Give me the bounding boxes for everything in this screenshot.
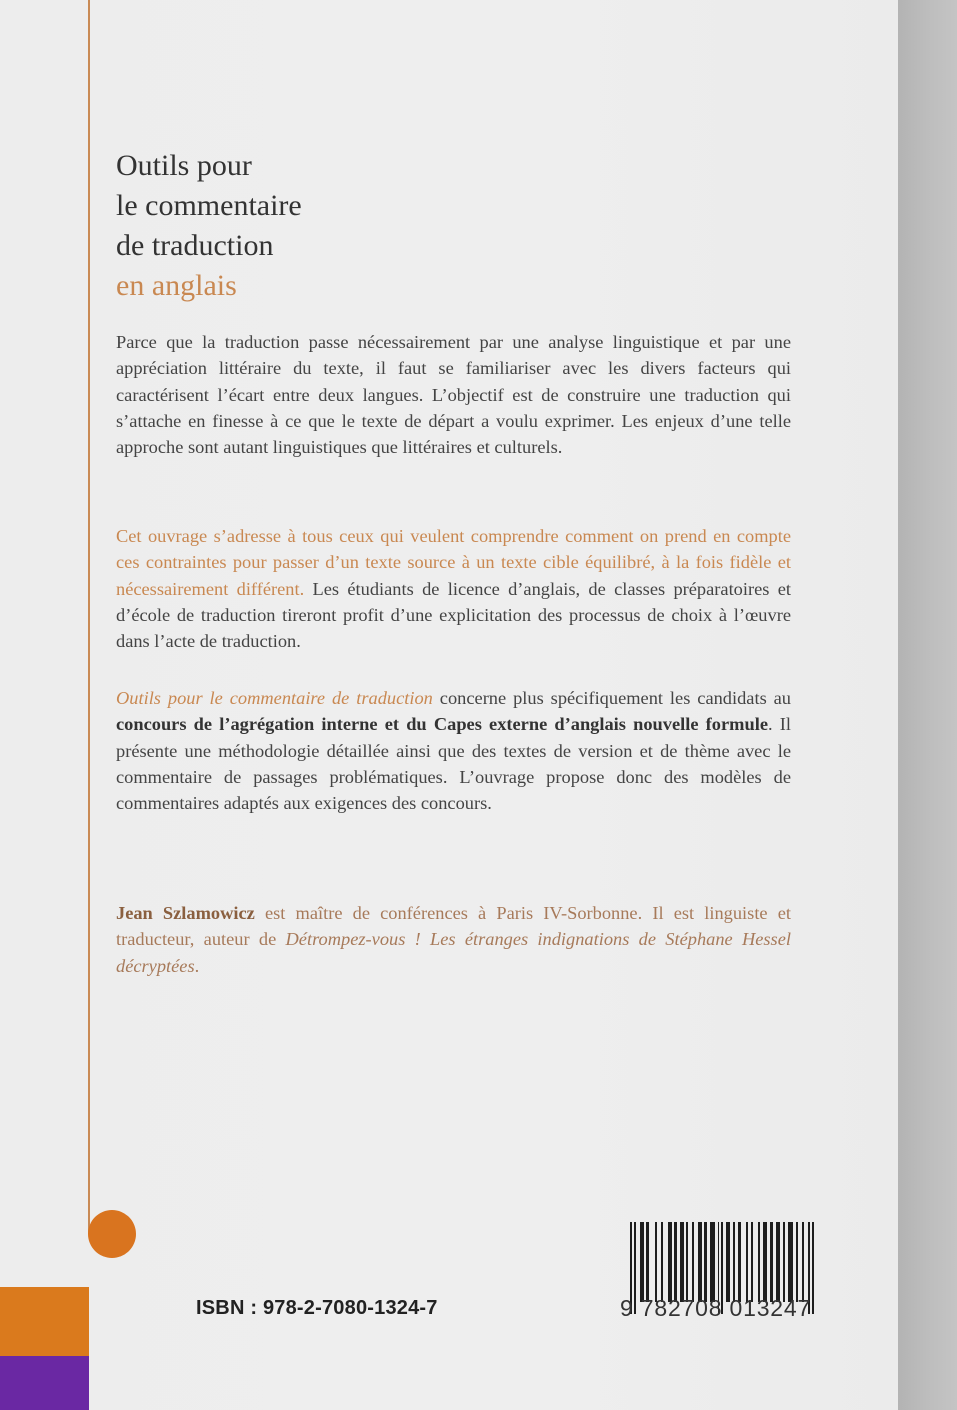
barcode-bar (704, 1222, 707, 1302)
barcode-bar (674, 1222, 677, 1302)
barcode-bar (788, 1222, 793, 1302)
paragraph-exams (116, 685, 791, 816)
title-line-3: de traduction (116, 229, 274, 262)
emphasized-exam-text: concours de l’agrégation interne et du Capes externe d’anglais nouvelle formule (116, 714, 768, 735)
paragraph-audience (116, 523, 791, 654)
decorative-orange-circle (88, 1210, 136, 1258)
barcode-bar (692, 1222, 694, 1302)
barcode-bar (733, 1222, 735, 1302)
author-bio-text: est maître de conférences à Paris IV-Sorbonne. Il est linguiste et traducteur, auteur de (116, 903, 791, 950)
barcode-bar (758, 1222, 760, 1302)
title-line-2: le commentaire (116, 189, 302, 222)
barcode-bar (668, 1222, 672, 1302)
decorative-vertical-line (88, 0, 90, 1234)
isbn-label: ISBN : 978-2-7080-1324-7 (196, 1297, 438, 1319)
barcode-bar (710, 1222, 715, 1302)
barcode-bar (783, 1222, 785, 1302)
barcode-bar (646, 1222, 649, 1302)
barcode-bar (655, 1222, 657, 1302)
barcode-bar (698, 1222, 702, 1302)
author-book-title: Détrompez-vous ! Les étranges indignations de Stéphane Hessel décryptées (116, 929, 791, 976)
barcode-bar (802, 1222, 804, 1302)
barcode-bar (763, 1222, 767, 1302)
paragraph-text: concerne plus spécifiquement les candidats au (432, 688, 792, 708)
barcode-bar (796, 1222, 798, 1302)
paragraph-intro: Parce que la traduction passe nécessairement par une analyse linguistique et par une appréciation littéraire du texte, il faut se familiariser avec les divers facteurs qui caractérisent l’écart entre deux langues. L’objectif est de construire une traduction qui s’attache en finesse à ce que le texte de départ a voulu exprimer. Les enjeux d’une telle approche sont autant linguistiques que littéraires et culturels. (116, 332, 791, 458)
barcode-bar (751, 1222, 753, 1302)
barcode-bar (640, 1222, 644, 1302)
paragraph-text: . Il présente une méthodologie détaillée ainsi que des textes de version et de thème avec le commentaire de passages problématiques. L’ouvrage propose donc des modèles de commentaires adaptés aux exigences des concours. (116, 714, 792, 814)
barcode-bar (738, 1222, 741, 1302)
cover-edge-shadow (898, 0, 957, 1410)
barcode-bar (661, 1222, 663, 1302)
book-title-inline: Outils pour le commentaire de traduction (116, 688, 433, 708)
barcode-bar (770, 1222, 773, 1302)
title-subtitle: en anglais (116, 269, 237, 302)
barcode-bar (726, 1222, 730, 1302)
highlighted-text: Cet ouvrage s’adresse à tous ceux qui veulent comprendre comment on prend en compte ces contraintes pour passer d’un texte source à un texte cible équilibré, à la fois fidèle et nécessairement différent. (116, 526, 791, 599)
title-line-1: Outils pour (116, 149, 252, 182)
author-bio (116, 900, 791, 979)
author-name: Jean Szlamowicz (116, 903, 255, 923)
author-bio-end: . (194, 955, 200, 976)
paragraph-text: Les étudiants de licence d’anglais, de classes préparatoires et d’école de traduction tireront profit d’une explicitation des processus de choix à l’œuvre dans l’acte de traduction. (116, 578, 792, 652)
barcode-bar (680, 1222, 684, 1302)
book-title (116, 146, 302, 306)
barcode-bar (686, 1222, 688, 1302)
barcode-bar (776, 1222, 780, 1302)
barcode (620, 1222, 826, 1322)
barcode-digits: 9 782708 013247 (620, 1295, 812, 1321)
purple-color-block (0, 1356, 89, 1410)
barcode-bar (746, 1222, 748, 1302)
orange-color-block (0, 1287, 89, 1356)
